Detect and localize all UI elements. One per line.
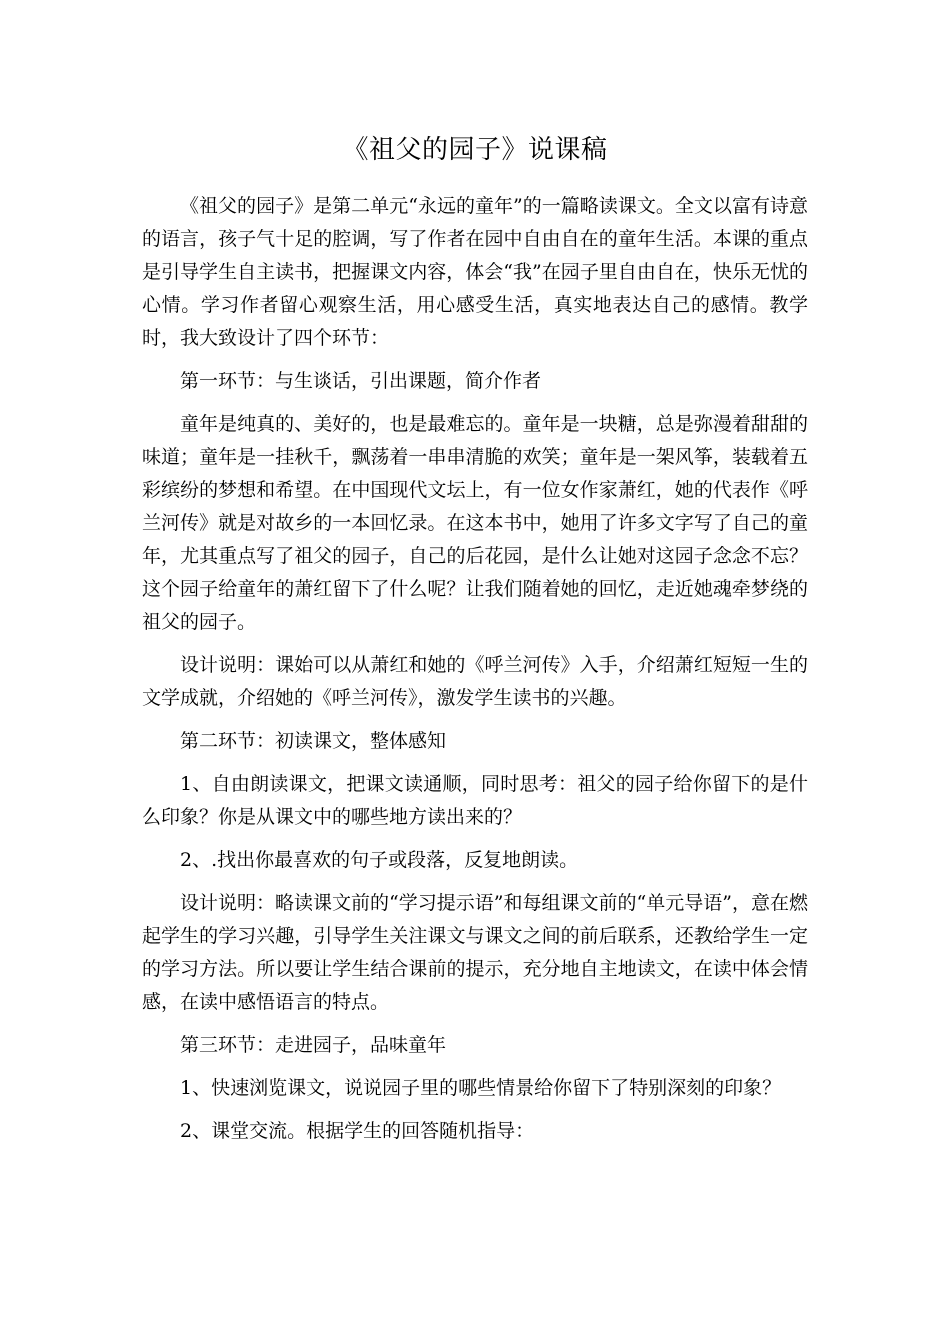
paragraph-section-2-step-2: 2、.找出你最喜欢的句子或段落，反复地朗读。 (180, 849, 579, 871)
paragraph-section-3-heading: 第三环节：走进园子，品味童年 (180, 1034, 447, 1056)
paragraph-section-3-step-2: 2、课堂交流。根据学生的回答随机指导： (180, 1120, 535, 1142)
paragraph-section-1-heading: 第一环节：与生谈话，引出课题，简介作者 (180, 370, 542, 392)
paragraph-section-3-step-1: 1、快速浏览课文，说说园子里的哪些情景给你留下了特别深刻的印象？ (180, 1077, 782, 1099)
paragraph-section-2-step-1: 1、自由朗读课文，把课文读通顺，同时思考：祖父的园子给你留下的是什么印象？你是从课文中的哪些地方读出来的？ (142, 773, 808, 828)
document-body (142, 190, 808, 1158)
paragraph-section-1-text: 童年是纯真的、美好的，也是最难忘的。童年是一块糖，总是弥漫着甜甜的味道；童年是一挂秋千，飘荡着一串串清脆的欢笑；童年是一架风筝，装载着五彩缤纷的梦想和希望。在中国现代文坛上，有一位女作家萧红，她的代表作《呼兰河传》就是对故乡的一本回忆录。在这本书中，她用了许多文字写了自己的童年，尤其重点写了祖父的园子，自己的后花园，是什么让她对这园子念念不忘？这个园子给童年的萧红留下了什么呢？让我们随着她的回忆，走近她魂牵梦绕的祖父的园子。 (142, 413, 808, 633)
paragraph-section-2-heading: 第二环节：初读课文，整体感知 (180, 730, 447, 752)
paragraph-section-2-note: 设计说明：略读课文前的“学习提示语”和每组课文前的“单元导语”，意在燃起学生的学习兴趣，引导学生关注课文与课文之间的前后联系，还教给学生一定的学习方法。所以要让学生结合课前的提示，充分地自主地读文，在读中体会情感，在读中感悟语言的特点。 (142, 892, 808, 1013)
paragraph-section-1-note: 设计说明：课始可以从萧红和她的《呼兰河传》入手，介绍萧红短短一生的文学成就，介绍她的《呼兰河传》，激发学生读书的兴趣。 (142, 654, 808, 709)
paragraph-intro: 《祖父的园子》是第二单元“永远的童年”的一篇略读课文。全文以富有诗意的语言，孩子气十足的腔调，写了作者在园中自由自在的童年生活。本课的重点是引导学生自主读书，把握课文内容，体会“我”在园子里自由自在，快乐无忧的心情。学习作者留心观察生活，用心感受生活，真实地表达自己的感情。教学时，我大致设计了四个环节： (142, 195, 808, 349)
page-title: 《祖父的园子》说课稿 (342, 135, 608, 165)
